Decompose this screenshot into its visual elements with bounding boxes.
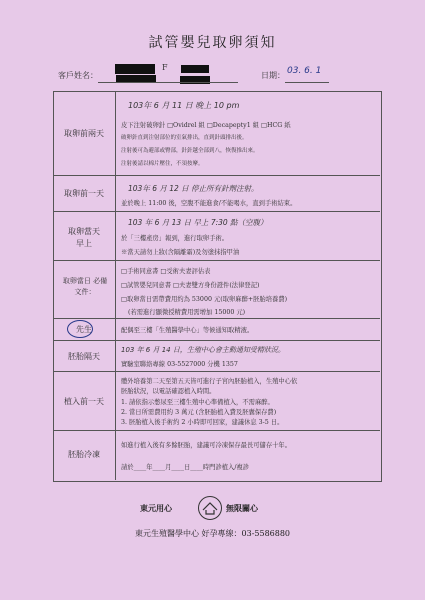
row1-line0: 103年 6 月 12 日 停止所有針劑注射。 xyxy=(128,184,259,193)
husband-circle-mark xyxy=(67,320,93,338)
row3-line0: □手術同意書 □受術夫妻評估表 xyxy=(121,268,211,275)
row5-line0: 103 年 6 月 14 日，生殖中心會主動通知受精狀況。 xyxy=(121,346,285,354)
row-label-embryo-freezing: 胚胎冷凍 xyxy=(68,450,100,459)
row1-line1: 並於晚上 11:00 後，空腹不能進食/不能喝水，直到手術結束。 xyxy=(121,200,297,207)
row0-line3: 注射後可為避部或臀部，針針越全部到八，恢復推出來。 xyxy=(121,148,259,154)
row0-line0: 103年 6 月 11 日 晚上 10 pm xyxy=(128,101,240,110)
redacted-name-2 xyxy=(181,65,209,73)
row2-line0: 103 年 6 月 13 日 早上 7:30 點（空腹） xyxy=(128,218,268,227)
label-column-divider xyxy=(115,91,116,480)
footer-slogan-left: 東元用心 xyxy=(140,503,172,513)
row4-line0: 配偶至三樓「生殖醫學中心」等候通知取精液。 xyxy=(121,327,254,334)
date-underline xyxy=(285,82,329,83)
row0-line1: 皮下注射破卵針 □Ovidrel 組 □Decapepty1 組 □HCG 紙 xyxy=(121,122,291,129)
row3-line1: □試管嬰兒同意書 □夫妻雙方身份證件(法律登記) xyxy=(121,282,260,289)
document-title: 試管嬰兒取卵須知 xyxy=(148,35,277,51)
redacted-name-1 xyxy=(115,64,155,74)
customer-initial: F xyxy=(162,63,168,72)
name-underline xyxy=(98,82,238,83)
row-label-embryo-next-day: 胚胎隔天 xyxy=(68,352,100,361)
row6-line4: 3. 胚胎植入後手術約 2 小時即可回家，建議休息 3-5 日。 xyxy=(121,419,284,426)
date-value: 03. 6. 1 xyxy=(287,66,322,76)
row0-line2: 破卵針直到注射部位的室氣排出，直到針頭排出後。 xyxy=(121,135,248,141)
row3-line3: (若需進行顯微授精費用需增加 15000 元) xyxy=(128,309,246,316)
customer-label: 客戶姓名： xyxy=(58,71,98,80)
footer-slogan-right: 無限關心 xyxy=(226,503,258,513)
row-label-before-transfer: 植入前一天 xyxy=(64,397,104,406)
date-label: 日期： xyxy=(261,71,285,80)
row0-line4: 注射後請以棉片壓住，不須按摩。 xyxy=(121,161,204,167)
row-label-husband: 先生 xyxy=(76,325,92,334)
row3-line2: □取卵當日需帶費用約為 53000 元(取卵麻醉+胚胎培養費) xyxy=(121,296,288,303)
clinic-logo-icon xyxy=(198,496,222,520)
row-label-required-docs: 取卵當日 必備文件： xyxy=(62,277,108,296)
row2-line1: 於「三樓產房」報到，進行取卵手術。 xyxy=(121,235,229,242)
row6-line0: 體外培養第二天至第五天皆可進行子宮內胚胎植入，生殖中心依 xyxy=(121,378,298,385)
row-label-retrieval-morning: 取卵當天 早上 xyxy=(68,227,100,248)
row-label-one-day-before: 取卵前一天 xyxy=(64,189,104,198)
row2-line2: ※當天請勿上妝(含隔離霜)及勿塗抹指甲油 xyxy=(121,249,240,256)
row5-line1: 實驗室聯絡專線 03-5527000 分機 1357 xyxy=(121,361,238,368)
footer-hotline: 東元生殖醫學中心 好孕專線：03-5586880 xyxy=(134,529,291,538)
row6-line2: 1. 請依指示憋尿至三樓生殖中心準備植入，不需麻醉。 xyxy=(121,399,274,406)
row6-line3: 2. 當日所需費用約 3 萬元 (含胚胎植入費及胚囊保存費) xyxy=(121,409,277,416)
row7-line0: 如進行植入後有多餘胚胎，建議可冷凍保存最長可儲存十年。 xyxy=(121,442,292,449)
row6-line1: 胚胎狀況，以電話確認植入時間。 xyxy=(121,388,216,395)
row7-line1: 請於____年____月____日____時門診植入/複診 xyxy=(121,464,250,471)
row-label-two-days-before: 取卵前兩天 xyxy=(64,129,104,138)
